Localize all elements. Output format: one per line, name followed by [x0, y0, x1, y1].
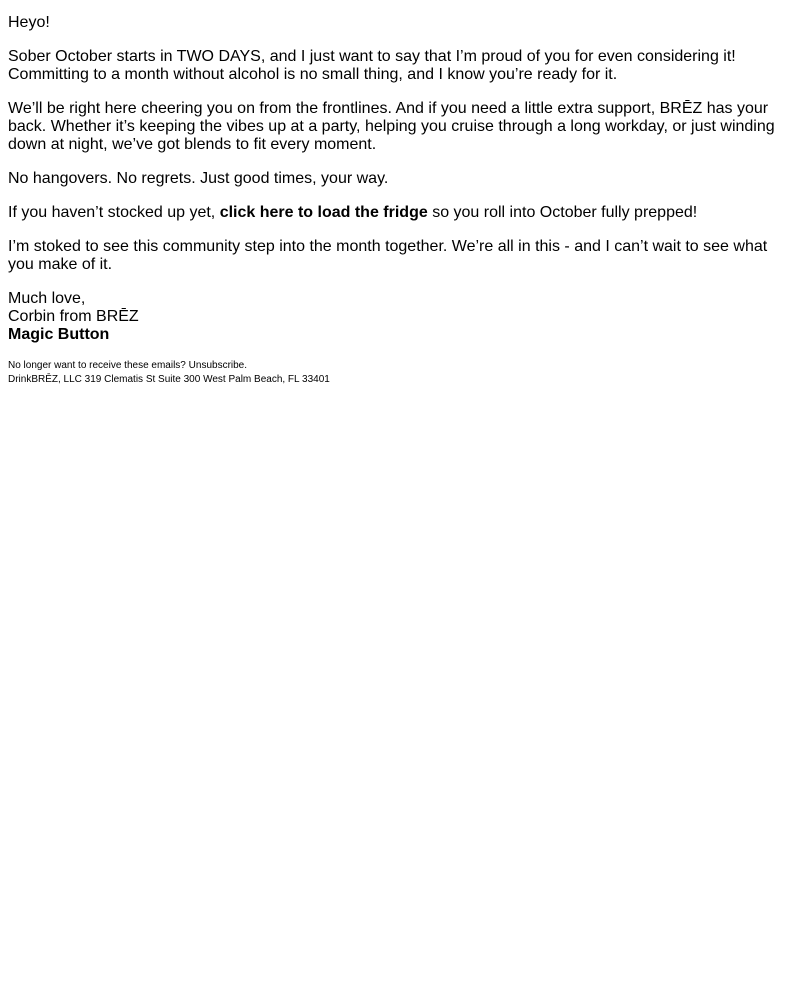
signature-block	[8, 290, 784, 344]
intro-paragraph: Sober October starts in TWO DAYS, and I just want to say that I’m proud of you for even considering it! Committing to a month without alcohol is no small thing, and I know you’re ready for it.	[8, 48, 736, 83]
unsubscribe-link[interactable]: Unsubscribe.	[188, 360, 248, 371]
cta-paragraph	[8, 204, 784, 222]
unsubscribe-line	[8, 359, 784, 373]
magic-button[interactable]: Magic Button	[8, 326, 110, 343]
tagline-paragraph: No hangovers. No regrets. Just good times, your way.	[8, 170, 389, 187]
unsubscribe-text: No longer want to receive these emails?	[8, 360, 186, 371]
community-paragraph: I’m stoked to see this community step into the month together. We’re all in this - and I can’t wait to see what you make of it.	[8, 238, 768, 273]
support-paragraph: We’ll be right here cheering you on from the frontlines. And if you need a little extra support, BRĒZ has your back. Whether it’s keeping the vibes up at a party, helping you cruise through a long workday, or just winding down at night, we’ve got blends to fit every moment.	[8, 100, 775, 153]
signoff-text: Much love,	[8, 290, 86, 307]
email-footer	[8, 359, 784, 387]
company-address: DrinkBRĒZ, LLC 319 Clematis St Suite 300 West Palm Beach, FL 33401	[8, 374, 330, 385]
email-body	[8, 14, 784, 387]
cta-text-after: so you roll into October fully prepped!	[432, 204, 698, 221]
cta-text-before: If you haven’t stocked up yet,	[8, 204, 216, 221]
greeting: Heyo!	[8, 14, 50, 31]
load-fridge-link[interactable]: click here to load the fridge	[219, 204, 428, 221]
signature-name: Corbin from BRĒZ	[8, 308, 139, 325]
